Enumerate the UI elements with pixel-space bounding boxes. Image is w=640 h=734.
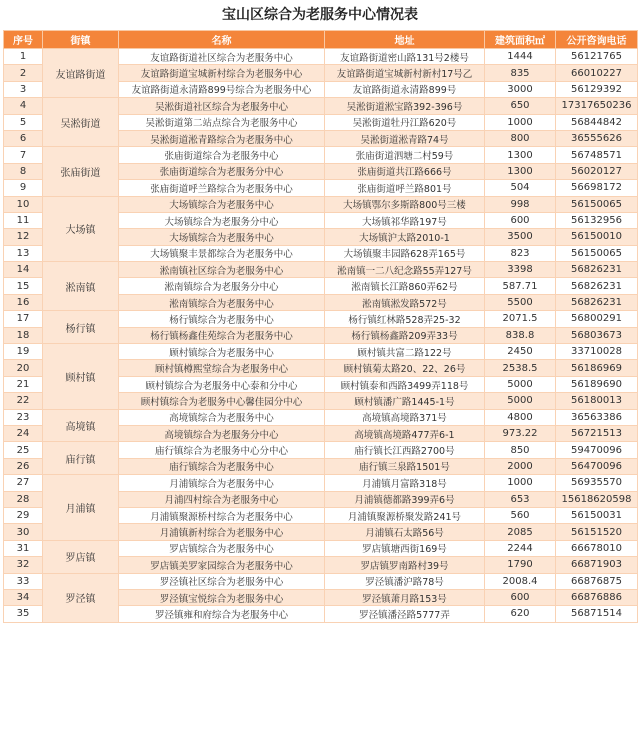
row-index: 23 (4, 409, 43, 425)
center-address: 吴淞街道淞宝路392-396号 (325, 98, 485, 114)
street-cell: 淞南镇 (43, 262, 119, 311)
building-area: 2538.5 (485, 360, 556, 376)
row-index: 1 (4, 49, 43, 65)
row-index: 17 (4, 311, 43, 327)
center-address: 月浦镇德都路399弄6号 (325, 491, 485, 507)
building-area: 835 (485, 65, 556, 81)
contact-phone: 56826231 (556, 262, 638, 278)
center-address: 罗泾镇萧月路153号 (325, 589, 485, 605)
table-row (4, 475, 638, 491)
row-index: 26 (4, 458, 43, 474)
building-area: 1790 (485, 557, 556, 573)
center-name: 淞南镇社区综合为老服务中心 (119, 262, 325, 278)
center-address: 罗泾镇潘泾路5777弄 (325, 606, 485, 622)
building-area: 2008.4 (485, 573, 556, 589)
contact-phone: 56150065 (556, 245, 638, 261)
center-name: 杨行镇杨鑫佳苑综合为老服务中心 (119, 327, 325, 343)
row-index: 28 (4, 491, 43, 507)
row-index: 22 (4, 393, 43, 409)
building-area: 850 (485, 442, 556, 458)
contact-phone: 17317650236 (556, 98, 638, 114)
row-index: 3 (4, 81, 43, 97)
building-area: 998 (485, 196, 556, 212)
row-index: 32 (4, 557, 43, 573)
center-address: 高境镇高境路371号 (325, 409, 485, 425)
center-name: 罗泾镇社区综合为老服务中心 (119, 573, 325, 589)
contact-phone: 66871903 (556, 557, 638, 573)
center-name: 罗泾镇雍和府综合为老服务中心 (119, 606, 325, 622)
center-name: 罗店镇综合为老服务中心 (119, 540, 325, 556)
center-name: 高境镇综合为老服务分中心 (119, 425, 325, 441)
contact-phone: 56721513 (556, 425, 638, 441)
building-area: 650 (485, 98, 556, 114)
contact-phone: 56803673 (556, 327, 638, 343)
building-area: 1444 (485, 49, 556, 65)
center-name: 高境镇综合为老服务中心 (119, 409, 325, 425)
center-address: 顾村镇潘广路1445-1号 (325, 393, 485, 409)
street-cell: 大场镇 (43, 196, 119, 262)
row-index: 12 (4, 229, 43, 245)
center-address: 大场镇聚丰园路628弄165号 (325, 245, 485, 261)
center-name: 大场镇聚丰景都综合为老服务中心 (119, 245, 325, 261)
center-name: 顾村镇综合为老服务中心泰和分中心 (119, 376, 325, 392)
contact-phone: 56132956 (556, 212, 638, 228)
building-area: 600 (485, 589, 556, 605)
center-address: 张庙街道共江路666号 (325, 163, 485, 179)
center-address: 庙行镇三泉路1501号 (325, 458, 485, 474)
center-address: 月浦镇月富路318号 (325, 475, 485, 491)
row-index: 21 (4, 376, 43, 392)
building-area: 5500 (485, 294, 556, 310)
header-name: 名称 (119, 31, 325, 49)
center-address: 张庙街道泗塘二村59号 (325, 147, 485, 163)
center-address: 罗泾镇潘沪路78号 (325, 573, 485, 589)
table-row (4, 540, 638, 556)
row-index: 10 (4, 196, 43, 212)
building-area: 823 (485, 245, 556, 261)
center-address: 杨行镇杨鑫路209弄33号 (325, 327, 485, 343)
row-index: 29 (4, 507, 43, 523)
row-index: 2 (4, 65, 43, 81)
table-row (4, 442, 638, 458)
row-index: 14 (4, 262, 43, 278)
center-name: 大场镇综合为老服务中心 (119, 229, 325, 245)
row-index: 35 (4, 606, 43, 622)
row-index: 25 (4, 442, 43, 458)
row-index: 9 (4, 180, 43, 196)
row-index: 31 (4, 540, 43, 556)
center-address: 友谊路街道永清路899号 (325, 81, 485, 97)
row-index: 5 (4, 114, 43, 130)
row-index: 34 (4, 589, 43, 605)
contact-phone: 36555626 (556, 130, 638, 146)
building-area: 3000 (485, 81, 556, 97)
contact-phone: 56871514 (556, 606, 638, 622)
center-name: 庙行镇综合为老服务中心 (119, 458, 325, 474)
header-area: 建筑面积㎡ (485, 31, 556, 49)
contact-phone: 56150031 (556, 507, 638, 523)
center-address: 顾村镇泰和西路3499弄118号 (325, 376, 485, 392)
building-area: 620 (485, 606, 556, 622)
center-name: 月浦镇聚源桥村综合为老服务中心 (119, 507, 325, 523)
contact-phone: 56935570 (556, 475, 638, 491)
street-cell: 月浦镇 (43, 475, 119, 541)
contact-phone: 56826231 (556, 278, 638, 294)
building-area: 2085 (485, 524, 556, 540)
row-index: 19 (4, 344, 43, 360)
center-address: 罗店镇塘西街169号 (325, 540, 485, 556)
table-row (4, 49, 638, 65)
row-index: 20 (4, 360, 43, 376)
row-index: 13 (4, 245, 43, 261)
contact-phone: 56800291 (556, 311, 638, 327)
building-area: 2450 (485, 344, 556, 360)
row-index: 16 (4, 294, 43, 310)
contact-phone: 56129392 (556, 81, 638, 97)
street-cell: 吴淞街道 (43, 98, 119, 147)
contact-phone: 56151520 (556, 524, 638, 540)
center-name: 罗泾镇宝悦综合为老服务中心 (119, 589, 325, 605)
building-area: 1300 (485, 147, 556, 163)
contact-phone: 66010227 (556, 65, 638, 81)
contact-phone: 36563386 (556, 409, 638, 425)
contact-phone: 56844842 (556, 114, 638, 130)
center-name: 张庙街道呼兰路综合为老服务中心 (119, 180, 325, 196)
center-address: 淞南镇淞发路572号 (325, 294, 485, 310)
building-area: 973.22 (485, 425, 556, 441)
contact-phone: 56150065 (556, 196, 638, 212)
building-area: 3500 (485, 229, 556, 245)
building-area: 4800 (485, 409, 556, 425)
center-name: 月浦镇综合为老服务中心 (119, 475, 325, 491)
street-cell: 高境镇 (43, 409, 119, 442)
center-name: 顾村镇综合为老服务中心馨佳园分中心 (119, 393, 325, 409)
street-cell: 顾村镇 (43, 344, 119, 410)
building-area: 560 (485, 507, 556, 523)
center-name: 庙行镇综合为老服务中心分中心 (119, 442, 325, 458)
table-row (4, 98, 638, 114)
center-address: 顾村镇菊太路20、22、26号 (325, 360, 485, 376)
contact-phone: 56020127 (556, 163, 638, 179)
table-row (4, 573, 638, 589)
table-row (4, 196, 638, 212)
building-area: 587.71 (485, 278, 556, 294)
building-area: 653 (485, 491, 556, 507)
row-index: 27 (4, 475, 43, 491)
row-index: 7 (4, 147, 43, 163)
street-cell: 张庙街道 (43, 147, 119, 196)
building-area: 2071.5 (485, 311, 556, 327)
row-index: 30 (4, 524, 43, 540)
table-row (4, 262, 638, 278)
center-address: 吴淞街道淞青路74号 (325, 130, 485, 146)
center-address: 友谊路街道宝城新村新村17号乙 (325, 65, 485, 81)
row-index: 11 (4, 212, 43, 228)
center-address: 大场镇沪太路2010-1 (325, 229, 485, 245)
contact-phone: 66678010 (556, 540, 638, 556)
row-index: 6 (4, 130, 43, 146)
table-row (4, 344, 638, 360)
center-name: 淞南镇综合为老服务中心 (119, 294, 325, 310)
center-address: 顾村镇共富二路122号 (325, 344, 485, 360)
contact-phone: 56470096 (556, 458, 638, 474)
center-name: 大场镇综合为老服务分中心 (119, 212, 325, 228)
center-name: 淞南镇综合为老服务分中心 (119, 278, 325, 294)
street-cell: 罗泾镇 (43, 573, 119, 622)
contact-phone: 56826231 (556, 294, 638, 310)
building-area: 504 (485, 180, 556, 196)
header-address: 地址 (325, 31, 485, 49)
contact-phone: 15618620598 (556, 491, 638, 507)
building-area: 600 (485, 212, 556, 228)
center-address: 庙行镇长江西路2700号 (325, 442, 485, 458)
center-address: 张庙街道呼兰路801号 (325, 180, 485, 196)
center-address: 吴淞街道牡丹江路620号 (325, 114, 485, 130)
center-name: 顾村镇综合为老服务中心 (119, 344, 325, 360)
building-area: 3398 (485, 262, 556, 278)
street-cell: 罗店镇 (43, 540, 119, 573)
center-name: 张庙街道综合为老服务中心 (119, 147, 325, 163)
center-name: 吴淞街道淞青路综合为老服务中心 (119, 130, 325, 146)
center-name: 月浦四村综合为老服务中心 (119, 491, 325, 507)
row-index: 24 (4, 425, 43, 441)
center-name: 张庙街道综合为老服务分中心 (119, 163, 325, 179)
center-address: 杨行镇红林路528弄25-32 (325, 311, 485, 327)
street-cell: 友谊路街道 (43, 49, 119, 98)
center-address: 月浦镇石太路56号 (325, 524, 485, 540)
contact-phone: 56121765 (556, 49, 638, 65)
row-index: 18 (4, 327, 43, 343)
header-index: 序号 (4, 31, 43, 49)
contact-phone: 56748571 (556, 147, 638, 163)
table-row (4, 147, 638, 163)
center-address: 淞南镇一二八纪念路55弄127号 (325, 262, 485, 278)
contact-phone: 66876886 (556, 589, 638, 605)
row-index: 33 (4, 573, 43, 589)
row-index: 15 (4, 278, 43, 294)
building-area: 2000 (485, 458, 556, 474)
building-area: 5000 (485, 376, 556, 392)
center-name: 吴淞街道第二站点综合为老服务中心 (119, 114, 325, 130)
header-street: 街镇 (43, 31, 119, 49)
contact-phone: 56698172 (556, 180, 638, 196)
center-address: 大场镇鄂尔多斯路800号三楼 (325, 196, 485, 212)
center-name: 友谊路街道宝城新村综合为老服务中心 (119, 65, 325, 81)
street-cell: 庙行镇 (43, 442, 119, 475)
center-name: 月浦镇新村综合为老服务中心 (119, 524, 325, 540)
center-address: 高境镇高境路477弄6-1 (325, 425, 485, 441)
center-name: 大场镇综合为老服务中心 (119, 196, 325, 212)
building-area: 838.8 (485, 327, 556, 343)
building-area: 800 (485, 130, 556, 146)
center-name: 杨行镇综合为老服务中心 (119, 311, 325, 327)
contact-phone: 33710028 (556, 344, 638, 360)
row-index: 4 (4, 98, 43, 114)
building-area: 1000 (485, 475, 556, 491)
table-body (4, 49, 638, 623)
table-row (4, 409, 638, 425)
building-area: 1300 (485, 163, 556, 179)
center-name: 罗店镇美罗家园综合为老服务中心 (119, 557, 325, 573)
center-address: 友谊路街道密山路131号2楼号 (325, 49, 485, 65)
center-name: 吴淞街道社区综合为老服务中心 (119, 98, 325, 114)
contact-phone: 66876875 (556, 573, 638, 589)
center-address: 月浦镇聚源桥聚发路241号 (325, 507, 485, 523)
building-area: 5000 (485, 393, 556, 409)
contact-phone: 56189690 (556, 376, 638, 392)
center-address: 淞南镇长江路860弄62号 (325, 278, 485, 294)
service-center-table (3, 30, 638, 623)
building-area: 1000 (485, 114, 556, 130)
page-title: 宝山区综合为老服务中心情况表 (222, 7, 418, 23)
building-area: 2244 (485, 540, 556, 556)
contact-phone: 56180013 (556, 393, 638, 409)
center-address: 罗店镇罗南路村39号 (325, 557, 485, 573)
center-name: 友谊路街道永清路899号综合为老服务中心 (119, 81, 325, 97)
table-header-row (4, 31, 638, 49)
center-address: 大场镇祁华路197号 (325, 212, 485, 228)
header-phone: 公开咨询电话 (556, 31, 638, 49)
row-index: 8 (4, 163, 43, 179)
table-row (4, 311, 638, 327)
contact-phone: 59470096 (556, 442, 638, 458)
contact-phone: 56150010 (556, 229, 638, 245)
center-name: 友谊路街道社区综合为老服务中心 (119, 49, 325, 65)
contact-phone: 56186969 (556, 360, 638, 376)
center-name: 顾村镇樽熙堂综合为老服务中心 (119, 360, 325, 376)
street-cell: 杨行镇 (43, 311, 119, 344)
